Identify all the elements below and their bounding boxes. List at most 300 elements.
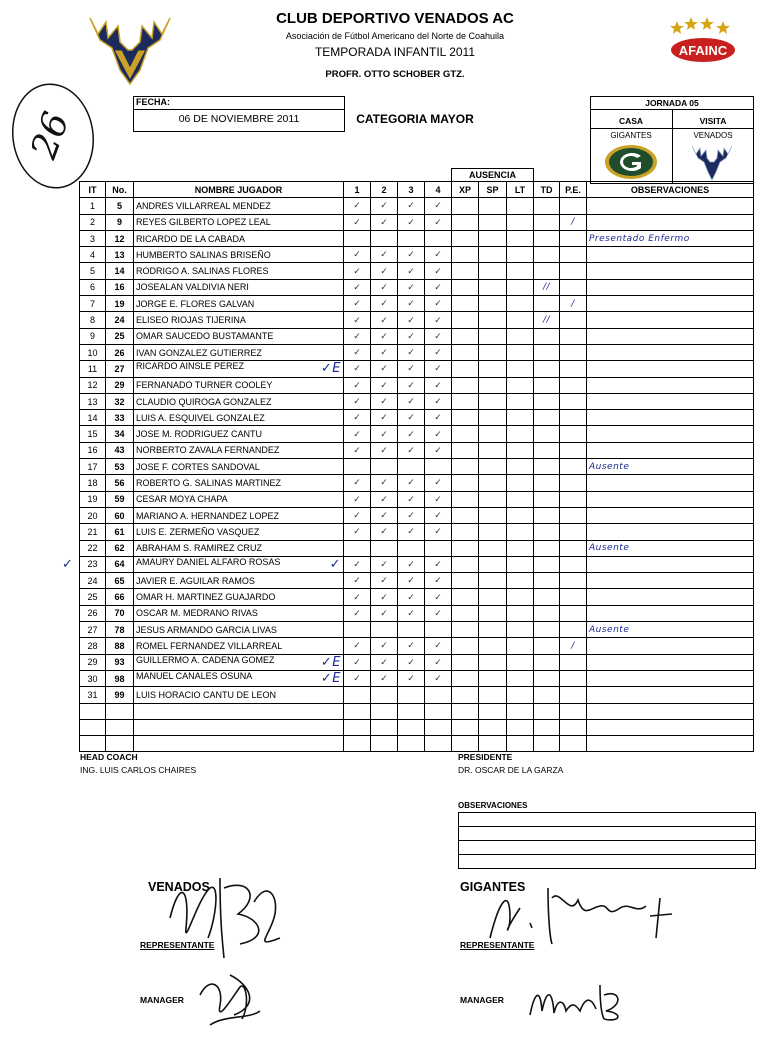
quarter-check: ✓ — [398, 377, 425, 393]
quarter-check: ✓ — [344, 410, 371, 426]
quarter-check: ✓ — [371, 296, 398, 312]
player-name-cell — [134, 491, 344, 507]
player-name-cell — [134, 393, 344, 409]
td-tally — [534, 296, 560, 312]
table-row — [80, 507, 754, 523]
handwritten-mark: ✓E — [320, 361, 341, 377]
player-name: ROBERTO G. SALINAS MARTINEZ — [136, 477, 282, 488]
presidente-name: DR. OSCAR DE LA GARZA — [458, 765, 564, 775]
player-number: 34 — [106, 426, 134, 442]
table-row — [80, 573, 754, 589]
column-header: No. — [106, 182, 134, 198]
row-index: 28 — [80, 638, 106, 654]
quarter-check: ✓ — [344, 361, 371, 377]
quarter-check — [425, 540, 452, 556]
quarter-check: ✓ — [344, 654, 371, 670]
player-name-cell — [134, 573, 344, 589]
table-row — [80, 312, 754, 328]
observacion — [587, 670, 754, 686]
player-number: 61 — [106, 524, 134, 540]
representante-left-signature — [150, 858, 290, 968]
quarter-check: ✓ — [425, 214, 452, 230]
table-row — [80, 344, 754, 360]
xp-cell — [452, 377, 479, 393]
table-row — [80, 361, 754, 377]
table-row — [80, 214, 754, 230]
player-name-cell — [134, 410, 344, 426]
quarter-check: ✓ — [371, 556, 398, 572]
player-number: 43 — [106, 442, 134, 458]
quarter-check: ✓ — [425, 263, 452, 279]
quarter-check: ✓ — [371, 410, 398, 426]
quarter-check: ✓ — [344, 296, 371, 312]
afainc-logo — [655, 16, 745, 68]
sp-cell — [479, 198, 507, 214]
quarter-check: ✓ — [344, 344, 371, 360]
pe-tally — [560, 410, 587, 426]
lt-cell — [507, 230, 534, 246]
player-name-cell — [134, 426, 344, 442]
player-name: GUILLERMO A. CADENA GOMEZ — [136, 654, 275, 665]
quarter-check: ✓ — [425, 524, 452, 540]
sp-cell — [479, 556, 507, 572]
player-name: ROMEL FERNANDEZ VILLARREAL — [136, 640, 283, 651]
quarter-check: ✓ — [398, 296, 425, 312]
association-name: Asociación de Fútbol Americano del Norte de Coahuila — [285, 31, 505, 41]
sp-cell — [479, 670, 507, 686]
quarter-check: ✓ — [398, 573, 425, 589]
td-tally — [534, 393, 560, 409]
quarter-check: ✓ — [398, 426, 425, 442]
pe-tally — [560, 524, 587, 540]
player-name-cell — [134, 670, 344, 686]
quarter-check: ✓ — [425, 491, 452, 507]
empty-row — [80, 719, 754, 735]
xp-cell — [452, 198, 479, 214]
td-tally — [534, 573, 560, 589]
column-header: 4 — [425, 182, 452, 198]
quarter-check: ✓ — [344, 312, 371, 328]
lt-cell — [507, 654, 534, 670]
td-tally — [534, 622, 560, 638]
venados-logo — [80, 10, 180, 88]
row-index: 2 — [80, 214, 106, 230]
table-row — [80, 654, 754, 670]
quarter-check: ✓ — [344, 475, 371, 491]
player-number: 60 — [106, 507, 134, 523]
player-number: 9 — [106, 214, 134, 230]
quarter-check: ✓ — [371, 524, 398, 540]
pe-tally — [560, 263, 587, 279]
player-name-cell — [134, 622, 344, 638]
player-name: JESUS ARMANDO GARCIA LIVAS — [136, 624, 277, 635]
pe-tally — [560, 654, 587, 670]
roster-table — [79, 168, 754, 752]
row-index: 10 — [80, 344, 106, 360]
club-title: CLUB DEPORTIVO VENADOS AC — [276, 10, 514, 27]
xp-cell — [452, 361, 479, 377]
observacion — [587, 328, 754, 344]
observacion — [587, 344, 754, 360]
table-row — [80, 377, 754, 393]
row-index: 8 — [80, 312, 106, 328]
table-row — [80, 556, 754, 572]
observacion — [587, 573, 754, 589]
row-index: 4 — [80, 247, 106, 263]
quarter-check: ✓ — [398, 524, 425, 540]
player-number: 99 — [106, 687, 134, 703]
column-header: LT — [507, 182, 534, 198]
table-row — [80, 670, 754, 686]
table-row — [80, 279, 754, 295]
table-row — [80, 622, 754, 638]
quarter-check: ✓ — [371, 247, 398, 263]
td-tally: // — [534, 312, 560, 328]
sp-cell — [479, 475, 507, 491]
row-index: 13 — [80, 393, 106, 409]
sp-cell — [479, 344, 507, 360]
lt-cell — [507, 459, 534, 475]
td-tally — [534, 491, 560, 507]
quarter-check: ✓ — [425, 296, 452, 312]
player-name-cell — [134, 344, 344, 360]
table-row — [80, 410, 754, 426]
observacion — [587, 475, 754, 491]
sp-cell — [479, 393, 507, 409]
table-row — [80, 540, 754, 556]
row-index: 7 — [80, 296, 106, 312]
lt-cell — [507, 589, 534, 605]
lt-cell — [507, 670, 534, 686]
quarter-check: ✓ — [371, 377, 398, 393]
sp-cell — [479, 524, 507, 540]
pe-tally — [560, 507, 587, 523]
sp-cell — [479, 507, 507, 523]
quarter-check: ✓ — [344, 589, 371, 605]
quarter-check — [398, 687, 425, 703]
row-index: 24 — [80, 573, 106, 589]
season-title: TEMPORADA INFANTIL 2011 — [314, 45, 476, 59]
pe-tally — [560, 312, 587, 328]
pe-tally — [560, 540, 587, 556]
table-row — [80, 426, 754, 442]
pe-tally — [560, 475, 587, 491]
column-header: P.E. — [560, 182, 587, 198]
sp-cell — [479, 605, 507, 621]
pe-tally: / — [560, 638, 587, 654]
lt-cell — [507, 556, 534, 572]
player-name-cell — [134, 296, 344, 312]
observacion — [587, 393, 754, 409]
quarter-check: ✓ — [425, 426, 452, 442]
player-number: 19 — [106, 296, 134, 312]
quarter-check: ✓ — [398, 198, 425, 214]
row-index: 16 — [80, 442, 106, 458]
lt-cell — [507, 296, 534, 312]
observacion — [587, 589, 754, 605]
sp-cell — [479, 361, 507, 377]
player-number: 25 — [106, 328, 134, 344]
pe-tally: / — [560, 214, 587, 230]
row-index: 18 — [80, 475, 106, 491]
td-tally — [534, 475, 560, 491]
lt-cell — [507, 507, 534, 523]
sp-cell — [479, 491, 507, 507]
player-name-cell — [134, 361, 344, 377]
player-name: CESAR MOYA CHAPA — [136, 494, 228, 505]
pe-tally — [560, 687, 587, 703]
quarter-check: ✓ — [344, 279, 371, 295]
td-tally — [534, 361, 560, 377]
pe-tally — [560, 198, 587, 214]
player-name-cell — [134, 524, 344, 540]
column-header: OBSERVACIONES — [587, 182, 754, 198]
coach-title: PROFR. OTTO SCHOBER GTZ. — [325, 69, 465, 80]
quarter-check: ✓ — [425, 410, 452, 426]
player-number: 16 — [106, 279, 134, 295]
sp-cell — [479, 589, 507, 605]
table-row — [80, 524, 754, 540]
sp-cell — [479, 687, 507, 703]
lt-cell — [507, 198, 534, 214]
lt-cell — [507, 263, 534, 279]
pe-tally — [560, 426, 587, 442]
observacion — [587, 263, 754, 279]
quarter-check: ✓ — [371, 589, 398, 605]
player-name-cell — [134, 507, 344, 523]
player-name-cell — [134, 605, 344, 621]
lt-cell — [507, 605, 534, 621]
quarter-check — [425, 687, 452, 703]
player-number: 24 — [106, 312, 134, 328]
td-tally — [534, 589, 560, 605]
xp-cell — [452, 214, 479, 230]
sp-cell — [479, 263, 507, 279]
quarter-check: ✓ — [398, 507, 425, 523]
table-row — [80, 393, 754, 409]
quarter-check — [344, 459, 371, 475]
observacion — [587, 442, 754, 458]
sp-cell — [479, 654, 507, 670]
quarter-check: ✓ — [344, 638, 371, 654]
row-index: 15 — [80, 426, 106, 442]
pe-tally — [560, 393, 587, 409]
xp-cell — [452, 230, 479, 246]
xp-cell — [452, 638, 479, 654]
quarter-check: ✓ — [425, 556, 452, 572]
player-number: 32 — [106, 393, 134, 409]
quarter-check: ✓ — [425, 475, 452, 491]
xp-cell — [452, 344, 479, 360]
observacion — [587, 507, 754, 523]
player-name: RODRIGO A. SALINAS FLORES — [136, 266, 269, 277]
quarter-check: ✓ — [371, 638, 398, 654]
quarter-check: ✓ — [425, 442, 452, 458]
quarter-check: ✓ — [344, 198, 371, 214]
quarter-check: ✓ — [398, 556, 425, 572]
td-tally — [534, 540, 560, 556]
quarter-check — [344, 230, 371, 246]
xp-cell — [452, 556, 479, 572]
pe-tally — [560, 556, 587, 572]
quarter-check: ✓ — [425, 507, 452, 523]
xp-cell — [452, 312, 479, 328]
observacion: Ausente — [587, 540, 754, 556]
sp-cell — [479, 312, 507, 328]
quarter-check: ✓ — [398, 491, 425, 507]
td-tally: // — [534, 279, 560, 295]
player-name: REYES GILBERTO LOPEZ LEAL — [136, 217, 271, 228]
quarter-check: ✓ — [371, 263, 398, 279]
player-number: 70 — [106, 605, 134, 621]
quarter-check — [398, 622, 425, 638]
quarter-check: ✓ — [398, 638, 425, 654]
player-number: 65 — [106, 573, 134, 589]
observacion — [587, 638, 754, 654]
row-index: 25 — [80, 589, 106, 605]
observacion — [587, 654, 754, 670]
quarter-check: ✓ — [371, 670, 398, 686]
row-index: 6 — [80, 279, 106, 295]
pe-tally — [560, 328, 587, 344]
column-header: SP — [479, 182, 507, 198]
td-tally — [534, 556, 560, 572]
quarter-check: ✓ — [371, 475, 398, 491]
quarter-check: ✓ — [425, 654, 452, 670]
quarter-check: ✓ — [398, 344, 425, 360]
player-name: LUIS A. ESQUIVEL GONZALEZ — [136, 412, 265, 423]
lt-cell — [507, 442, 534, 458]
td-tally — [534, 198, 560, 214]
quarter-check: ✓ — [344, 491, 371, 507]
representante-right-signature — [460, 878, 690, 948]
player-name: RICARDO AINSLE PEREZ — [136, 361, 245, 372]
player-name-cell — [134, 589, 344, 605]
player-name: HUMBERTO SALINAS BRISEÑO — [136, 249, 271, 260]
td-tally — [534, 670, 560, 686]
quarter-check: ✓ — [371, 442, 398, 458]
representante-left-label: REPRESENTANTE — [140, 940, 215, 950]
column-header: TD — [534, 182, 560, 198]
quarter-check: ✓ — [398, 263, 425, 279]
player-number: 98 — [106, 670, 134, 686]
quarter-check: ✓ — [398, 670, 425, 686]
row-index: 27 — [80, 622, 106, 638]
td-tally — [534, 524, 560, 540]
row-index: 29 — [80, 654, 106, 670]
quarter-check: ✓ — [425, 638, 452, 654]
quarter-check: ✓ — [425, 573, 452, 589]
quarter-check: ✓ — [425, 328, 452, 344]
observacion — [587, 214, 754, 230]
handwritten-mark: ✓E — [320, 654, 341, 670]
quarter-check: ✓ — [425, 393, 452, 409]
player-name-cell — [134, 687, 344, 703]
row-index: 23 — [80, 556, 106, 572]
player-name: ANDRES VILLARREAL MENDEZ — [136, 200, 271, 211]
column-header: 3 — [398, 182, 425, 198]
player-number: 27 — [106, 361, 134, 377]
table-row — [80, 687, 754, 703]
column-header: NOMBRE JUGADOR — [134, 182, 344, 198]
player-name-cell — [134, 214, 344, 230]
td-tally — [534, 410, 560, 426]
quarter-check: ✓ — [425, 247, 452, 263]
quarter-check — [425, 622, 452, 638]
player-number: 5 — [106, 198, 134, 214]
observacion — [587, 279, 754, 295]
player-name: OMAR SAUCEDO BUSTAMANTE — [136, 331, 274, 342]
quarter-check: ✓ — [344, 263, 371, 279]
pe-tally — [560, 442, 587, 458]
td-tally — [534, 654, 560, 670]
pe-tally — [560, 589, 587, 605]
sp-cell — [479, 622, 507, 638]
observacion — [587, 605, 754, 621]
quarter-check: ✓ — [425, 312, 452, 328]
td-tally — [534, 459, 560, 475]
xp-cell — [452, 605, 479, 621]
player-name-cell — [134, 312, 344, 328]
row-index: 5 — [80, 263, 106, 279]
player-name: MANUEL CANALES OSUNA — [136, 671, 253, 682]
table-row — [80, 328, 754, 344]
representante-right-label: REPRESENTANTE — [460, 940, 535, 950]
quarter-check: ✓ — [371, 214, 398, 230]
xp-cell — [452, 442, 479, 458]
manager-right-signature — [520, 975, 630, 1025]
player-name: MARIANO A. HERNANDEZ LOPEZ — [136, 510, 280, 521]
handwritten-mark: ✓ — [329, 556, 341, 572]
xp-cell — [452, 670, 479, 686]
xp-cell — [452, 279, 479, 295]
xp-cell — [452, 540, 479, 556]
row-index: 14 — [80, 410, 106, 426]
quarter-check: ✓ — [398, 361, 425, 377]
xp-cell — [452, 247, 479, 263]
player-name-cell — [134, 279, 344, 295]
pe-tally — [560, 605, 587, 621]
xp-cell — [452, 459, 479, 475]
pe-tally — [560, 573, 587, 589]
quarter-check: ✓ — [344, 670, 371, 686]
quarter-check — [344, 622, 371, 638]
row-index: 22 — [80, 540, 106, 556]
manager-right-label: MANAGER — [460, 995, 504, 1005]
lt-cell — [507, 638, 534, 654]
player-name-cell — [134, 247, 344, 263]
sp-cell — [479, 247, 507, 263]
sp-cell — [479, 442, 507, 458]
observacion: Presentado Enfermo — [587, 230, 754, 246]
xp-cell — [452, 393, 479, 409]
row-index: 17 — [80, 459, 106, 475]
observacion — [587, 687, 754, 703]
table-row — [80, 296, 754, 312]
quarter-check: ✓ — [425, 605, 452, 621]
observacion — [587, 296, 754, 312]
pe-tally — [560, 622, 587, 638]
player-name-cell — [134, 654, 344, 670]
table-row — [80, 491, 754, 507]
lt-cell — [507, 622, 534, 638]
categoria: CATEGORIA MAYOR — [356, 112, 474, 126]
lt-cell — [507, 393, 534, 409]
xp-cell — [452, 296, 479, 312]
td-tally — [534, 638, 560, 654]
handwritten-number: 26 — [23, 106, 78, 165]
quarter-check: ✓ — [425, 198, 452, 214]
